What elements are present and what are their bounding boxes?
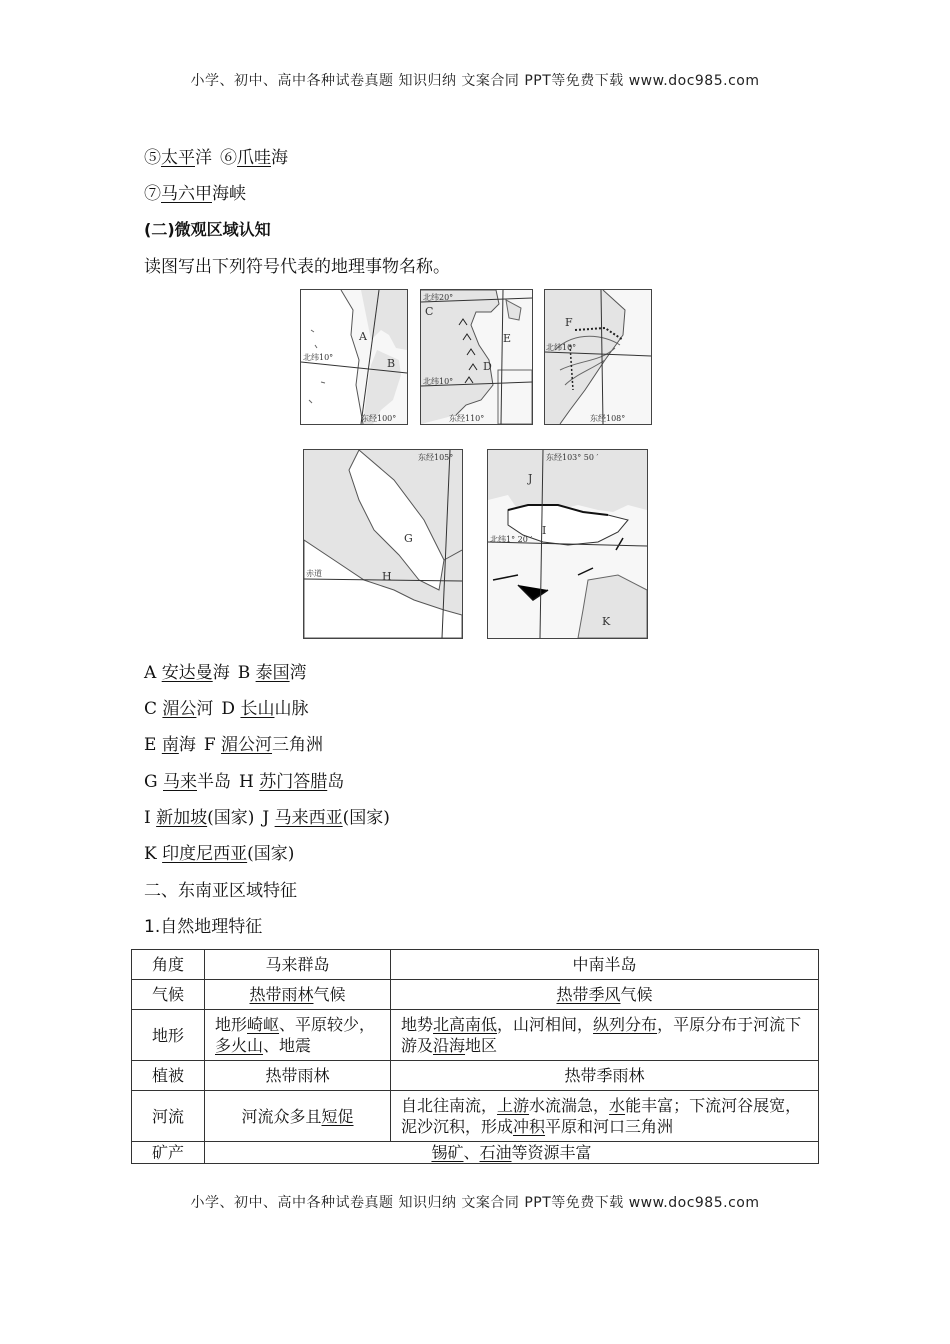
cell-text: 气候 bbox=[313, 985, 346, 1004]
map-label-k: K bbox=[602, 615, 611, 628]
cell-text: 、平原较少， bbox=[279, 1015, 376, 1034]
answer-underline: 北高南低 bbox=[433, 1015, 498, 1034]
answer-letter: K bbox=[144, 844, 157, 864]
cell-text: 等资源丰富 bbox=[511, 1143, 592, 1162]
longitude-label: 东经105° bbox=[418, 453, 454, 462]
cell-text: ，平原分布于河流下游及 bbox=[401, 1015, 802, 1055]
circled-number-6: ⑥ bbox=[220, 148, 237, 168]
answer-text: (国家) bbox=[207, 808, 255, 828]
answer-underline: 马来西亚 bbox=[274, 808, 343, 828]
answer-underline: 多火山 bbox=[215, 1036, 264, 1055]
answer-underline: 太平 bbox=[161, 148, 195, 168]
answer-letter: G bbox=[144, 772, 158, 792]
cell-text: 地形 bbox=[215, 1015, 248, 1034]
table-row bbox=[132, 1010, 819, 1061]
answer-underline: 长山 bbox=[240, 699, 275, 719]
cell-text: 地区 bbox=[465, 1036, 498, 1055]
answer-letter: A bbox=[144, 663, 157, 683]
answer-text: 洋 bbox=[195, 148, 212, 168]
row-label: 气候 bbox=[132, 980, 205, 1010]
answer-underline: 苏门答腊 bbox=[259, 772, 328, 792]
longitude-label: 东经100° bbox=[361, 414, 397, 423]
map-label-a: A bbox=[359, 330, 367, 343]
answer-underline: 马来 bbox=[163, 772, 197, 792]
cell-text: ，山河相间， bbox=[497, 1015, 594, 1034]
table-header-cell: 中南半岛 bbox=[391, 950, 819, 980]
cell-text: 平原和河口三角洲 bbox=[545, 1117, 674, 1136]
longitude-label: 东经108° bbox=[590, 414, 626, 423]
table-row bbox=[132, 1061, 819, 1091]
answer-underline: 南 bbox=[161, 735, 179, 755]
answer-underline: 锡矿 bbox=[431, 1143, 464, 1162]
answer-underline: 上游 bbox=[497, 1096, 530, 1115]
answer-letter: I bbox=[144, 808, 151, 828]
answer-underline: 新加坡 bbox=[156, 808, 208, 828]
map-label-b: B bbox=[387, 357, 396, 370]
answer-underline: 热带季风 bbox=[556, 985, 621, 1004]
answer-underline: 安达曼 bbox=[161, 663, 213, 683]
answer-underline: 湄公 bbox=[162, 699, 197, 719]
table-cell bbox=[205, 1010, 391, 1061]
cell-text: 地势 bbox=[401, 1015, 434, 1034]
cell-text: 、 bbox=[463, 1143, 480, 1162]
answer-underline: 冲积 bbox=[513, 1117, 546, 1136]
answer-underline: 马六甲 bbox=[161, 184, 212, 204]
cell-text: 能丰富；下流河谷展宽，泥沙沉积，形成 bbox=[401, 1096, 802, 1136]
cell-text: 自北往南流， bbox=[401, 1096, 498, 1115]
answer-line-7 bbox=[144, 183, 246, 205]
instruction-text: 读图写出下列符号代表的地理事物名称。 bbox=[144, 257, 450, 277]
answer-text: (国家) bbox=[247, 844, 295, 864]
answer-letter: H bbox=[239, 772, 254, 792]
answer-underline: 纵列分布 bbox=[593, 1015, 658, 1034]
answer-text: 河 bbox=[196, 699, 214, 719]
answer-line-ab bbox=[144, 662, 307, 684]
table-cell bbox=[205, 1142, 819, 1164]
row-label: 河流 bbox=[132, 1091, 205, 1142]
table-row bbox=[132, 1091, 819, 1142]
table-cell: 热带雨林 bbox=[205, 1061, 391, 1091]
map-andaman-thailand bbox=[300, 289, 408, 425]
section-title: 二、东南亚区域特征 bbox=[144, 881, 297, 901]
table-cell: 热带季雨林 bbox=[391, 1061, 819, 1091]
answer-text: 海 bbox=[178, 735, 196, 755]
answer-text: (国家) bbox=[342, 808, 390, 828]
latitude-label: 北纬1° 20 ′ bbox=[490, 535, 533, 544]
subsection-title: 1.自然地理特征 bbox=[144, 917, 263, 937]
longitude-label: 东经103° 50 ′ bbox=[546, 453, 599, 462]
answer-line-ef bbox=[144, 734, 323, 756]
table-header-row bbox=[132, 950, 819, 980]
answer-underline: 水 bbox=[609, 1096, 626, 1115]
map-label-d: D bbox=[483, 360, 492, 373]
footer-banner: 小学、初中、高中各种试卷真题 知识归纳 文案合同 PPT等免费下载 www.doc985.com bbox=[190, 1195, 760, 1211]
map-mekong-delta bbox=[544, 289, 652, 425]
answer-letter: E bbox=[144, 735, 157, 755]
map-label-e: E bbox=[503, 332, 512, 345]
table-cell bbox=[391, 1010, 819, 1061]
cell-text: 河流众多且 bbox=[241, 1106, 322, 1126]
table-cell bbox=[205, 1091, 391, 1142]
answer-text: 岛 bbox=[327, 772, 345, 792]
answer-text: 海 bbox=[212, 663, 230, 683]
map-singapore bbox=[487, 449, 648, 639]
map-label-g: G bbox=[404, 532, 413, 545]
table-header-cell: 角度 bbox=[132, 950, 205, 980]
map-label-j: J bbox=[528, 472, 533, 485]
latitude-label: 赤道 bbox=[306, 569, 322, 578]
map-malay-sumatra bbox=[303, 449, 463, 639]
cell-text: 气候 bbox=[620, 985, 653, 1004]
answer-text: 三角洲 bbox=[272, 735, 324, 755]
answer-text: 湾 bbox=[289, 663, 307, 683]
map-indochina bbox=[420, 289, 533, 425]
answer-underline: 泰国 bbox=[255, 663, 290, 683]
table-cell bbox=[391, 980, 819, 1010]
row-label: 地形 bbox=[132, 1010, 205, 1061]
natural-features-table bbox=[131, 949, 819, 1164]
section-heading-micro: (二)微观区域认知 bbox=[144, 220, 271, 239]
answer-underline: 湄公河 bbox=[221, 735, 273, 755]
answer-underline: 崎岖 bbox=[247, 1015, 280, 1034]
answer-line-ij bbox=[144, 807, 390, 829]
latitude-label: 北纬10° bbox=[303, 353, 334, 362]
table-header-cell: 马来群岛 bbox=[205, 950, 391, 980]
map-label-f: F bbox=[565, 316, 573, 329]
table-cell bbox=[205, 980, 391, 1010]
latitude-label-bottom: 北纬10° bbox=[423, 377, 454, 386]
answer-underline: 沿海 bbox=[433, 1036, 466, 1055]
circled-number-7: ⑦ bbox=[144, 184, 161, 204]
answer-letter: J bbox=[262, 808, 270, 828]
answer-underline: 热带雨林 bbox=[249, 985, 314, 1004]
answer-line-cd bbox=[144, 698, 308, 720]
circled-number-5: ⑤ bbox=[144, 148, 161, 168]
answer-text: 半岛 bbox=[197, 772, 231, 792]
table-row bbox=[132, 980, 819, 1010]
answer-letter: F bbox=[203, 735, 216, 755]
answer-underline: 印度尼西亚 bbox=[162, 844, 248, 864]
answer-text: 山脉 bbox=[274, 699, 309, 719]
row-label: 植被 bbox=[132, 1061, 205, 1091]
answer-line-5-6 bbox=[144, 147, 288, 169]
answer-underline: 石油 bbox=[479, 1143, 512, 1162]
answer-underline: 爪哇 bbox=[237, 148, 271, 168]
latitude-label: 北纬10° bbox=[546, 343, 577, 352]
latitude-label-top: 北纬20° bbox=[423, 293, 454, 302]
answer-line-k bbox=[144, 843, 294, 865]
table-cell bbox=[391, 1091, 819, 1142]
answer-underline: 短促 bbox=[321, 1106, 354, 1126]
map-label-h: H bbox=[382, 570, 392, 583]
answer-line-gh bbox=[144, 771, 344, 793]
cell-text: 水流湍急， bbox=[529, 1096, 610, 1115]
header-banner: 小学、初中、高中各种试卷真题 知识归纳 文案合同 PPT等免费下载 www.doc985.com bbox=[190, 73, 760, 89]
answer-text: 海峡 bbox=[212, 184, 246, 204]
longitude-label: 东经110° bbox=[449, 414, 485, 423]
cell-text: 、地震 bbox=[263, 1036, 312, 1055]
row-label: 矿产 bbox=[132, 1142, 205, 1164]
map-label-c: C bbox=[425, 305, 434, 318]
answer-letter: D bbox=[221, 699, 236, 719]
table-row bbox=[132, 1142, 819, 1164]
map-label-i: I bbox=[542, 524, 547, 537]
answer-letter: B bbox=[237, 663, 251, 683]
answer-text: 海 bbox=[271, 148, 288, 168]
answer-letter: C bbox=[144, 699, 158, 719]
